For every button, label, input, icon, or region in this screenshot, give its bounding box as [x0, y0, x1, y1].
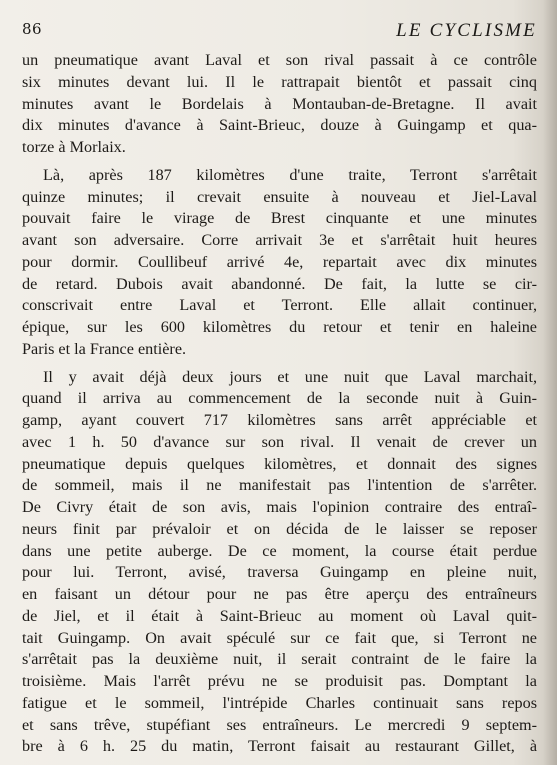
paragraph	[22, 50, 537, 159]
text-line: pneumatique depuis quelques kilomètres, et donnait des signes	[22, 454, 537, 473]
text-line: Là, après 187 kilomètres d'une traite, Terront s'arrêtait	[43, 165, 537, 184]
text-line: fatigue et le sommeil, l'intrépide Charles continuait sans repos	[22, 693, 537, 712]
text-line: de sommeil, mais il ne manifestait pas l'intention de s'arrêter.	[22, 476, 537, 495]
text-line: avant son adversaire. Corre arrivait 3e et s'arrêtait huit heures	[22, 231, 537, 249]
text-line: conscrivait entre Laval et Terront. Elle allait continuer,	[22, 296, 537, 315]
text-line: de retard. Dubois avait abandonné. De fait, la lutte se cir-	[22, 274, 537, 293]
text-line: épique, sur les 600 kilomètres du retour et tenir en haleine	[22, 318, 537, 336]
text-line: quand il arriva au commencement de la seconde nuit à Guin-	[22, 389, 537, 408]
text-line: pouvait faire le virage de Brest cinquante et une minutes	[22, 209, 537, 228]
text-line: en faisant un détour pour ne pas être aperçu des entraîneurs	[22, 585, 537, 603]
running-head: LE CYCLISME	[396, 20, 537, 41]
text-line: dans une petite auberge. De ce moment, la course était perdue	[22, 541, 537, 560]
text-line: pour lui. Terront, avisé, traversa Guingamp en pleine nuit,	[22, 563, 537, 582]
text-line: un pneumatique avant Laval et son rival passait à ce contrôle	[22, 51, 537, 69]
text-line: et sans trêve, stupéfiant ses entraîneurs. Le mercredi 9 septem-	[22, 715, 537, 734]
text-line: neurs finit par prévaloir et on décida de le laisser se reposer	[22, 519, 537, 538]
paragraph	[22, 367, 537, 759]
text-line: s'arrêtait pas la deuxième nuit, il serait contraint de le faire la	[22, 650, 537, 669]
text-line: torze à Morlaix.	[22, 138, 126, 156]
text-line: dix minutes d'avance à Saint-Brieuc, douze à Guingamp et qua-	[22, 116, 537, 135]
paragraph	[22, 165, 537, 361]
text-line: pour dormir. Coullibeuf arrivé 4e, repartait avec dix minutes	[22, 252, 537, 271]
text-line: Paris et la France entière.	[22, 339, 187, 358]
text-line: De Civry était de son avis, mais l'opinion contraire des entraî-	[22, 498, 537, 516]
text-line: quinze minutes; il crevait ensuite à nouveau et Jiel-Laval	[22, 187, 537, 206]
text-line: gamp, ayant couvert 717 kilomètres sans arrêt appréciable et	[22, 411, 537, 429]
text-line: tait Guingamp. On avait spéculé sur ce fait que, si Terront ne	[22, 628, 537, 647]
page-number: 86	[22, 20, 43, 38]
page-header	[22, 18, 537, 46]
page-edge-shadow	[543, 0, 557, 765]
text-line: de Jiel, et il était à Saint-Brieuc au moment où Laval quit-	[22, 606, 537, 625]
text-line: Il y avait déjà deux jours et une nuit que Laval marchait,	[43, 367, 537, 386]
text-line: troisième. Mais l'arrêt prévu ne se produisit pas. Domptant la	[22, 672, 537, 690]
text-line: avec 1 h. 50 d'avance sur son rival. Il venait de crever un	[22, 432, 537, 451]
text-line: bre à 6 h. 25 du matin, Terront faisait au restaurant Gillet, à	[22, 737, 537, 756]
text-line: six minutes devant lui. Il le rattrapait bientôt et passait cinq	[22, 72, 537, 91]
body-text	[22, 50, 537, 758]
text-line: minutes avant le Bordelais à Montauban-de-Bretagne. Il avait	[22, 94, 537, 113]
